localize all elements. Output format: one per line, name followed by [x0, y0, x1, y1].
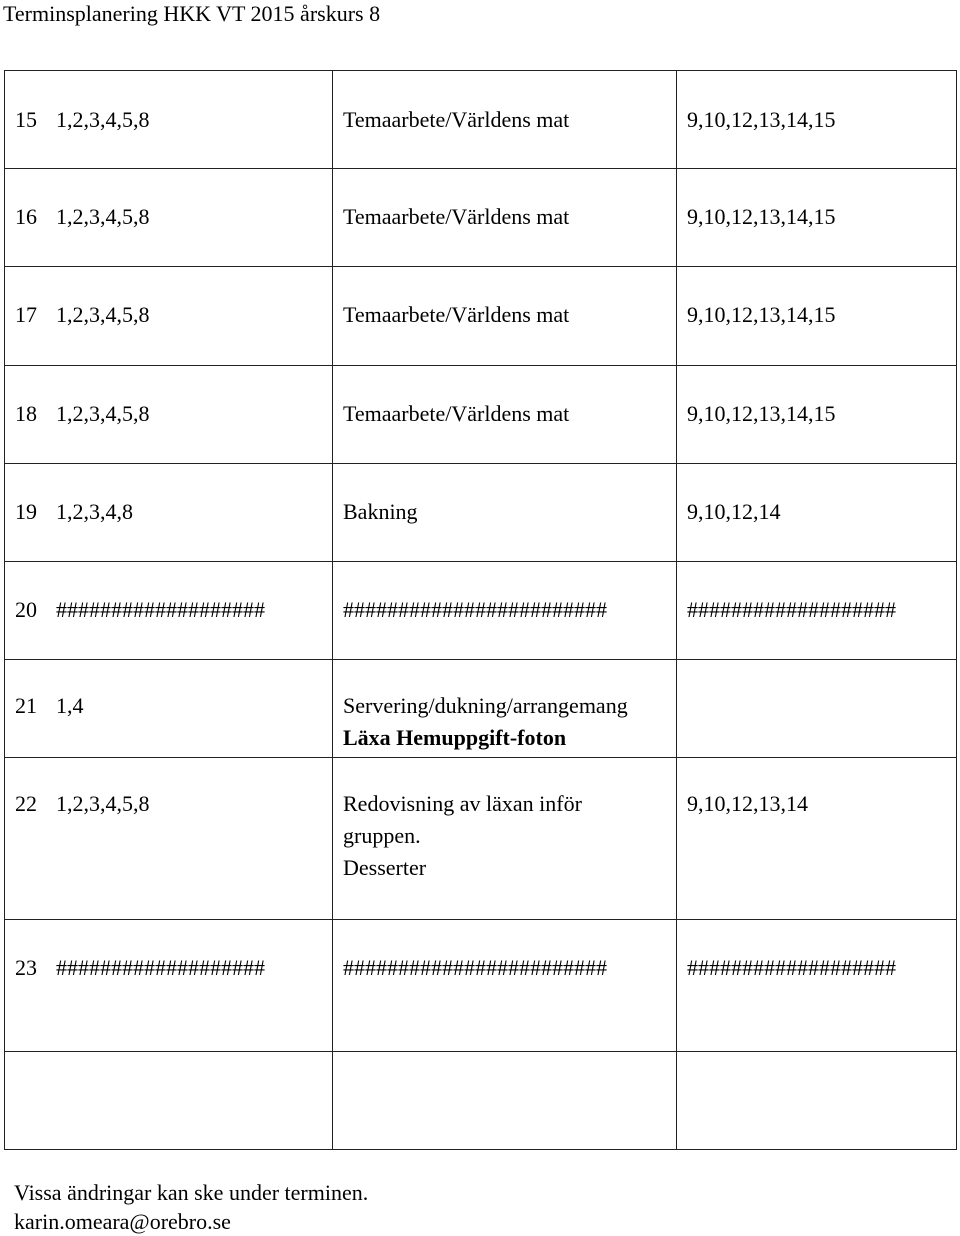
table-row	[5, 366, 957, 464]
topic-cell	[333, 920, 677, 1052]
topic-line: Redovisning av läxan inför	[343, 791, 582, 816]
topic-line: Bakning	[343, 499, 418, 524]
topic-line: gruppen.	[343, 823, 421, 848]
topic-line: Temaarbete/Världens mat	[343, 107, 570, 132]
goals-value: 1,2,3,4,5,8	[56, 204, 150, 229]
criteria-cell	[677, 758, 957, 920]
topic-line: ########################	[343, 955, 607, 980]
criteria-cell	[677, 1052, 957, 1150]
week-goals-cell	[5, 758, 333, 920]
topic-cell	[333, 71, 677, 169]
goals-value: ###################	[56, 597, 265, 622]
planning-table	[4, 70, 957, 1150]
homework-note: Läxa Hemuppgift-foton	[343, 725, 567, 750]
criteria-cell	[677, 267, 957, 366]
table-row	[5, 267, 957, 366]
week-goals-cell	[5, 660, 333, 758]
week-goals-cell	[5, 920, 333, 1052]
goals-value: 1,2,3,4,8	[56, 499, 133, 524]
footer	[14, 1178, 368, 1236]
topic-line: Temaarbete/Världens mat	[343, 204, 570, 229]
goals-value: 1,4	[56, 693, 84, 718]
table-row	[5, 1052, 957, 1150]
topic-line: Servering/dukning/arrangemang	[343, 693, 628, 718]
criteria-value: ###################	[687, 597, 896, 622]
criteria-value: 9,10,12,13,14,15	[687, 401, 836, 426]
topic-cell	[333, 464, 677, 562]
goals-value: 1,2,3,4,5,8	[56, 791, 150, 816]
table-row	[5, 758, 957, 920]
table-row	[5, 562, 957, 660]
table-row	[5, 920, 957, 1052]
week-goals-cell	[5, 267, 333, 366]
criteria-cell	[677, 920, 957, 1052]
table-row	[5, 464, 957, 562]
goals-value: 1,2,3,4,5,8	[56, 401, 150, 426]
footer-note: Vissa ändringar kan ske under terminen.	[14, 1180, 369, 1205]
topic-cell	[333, 366, 677, 464]
week-goals-cell	[5, 464, 333, 562]
week-number: 22	[15, 791, 37, 816]
week-number: 16	[15, 204, 37, 229]
goals-value: 1,2,3,4,5,8	[56, 302, 150, 327]
criteria-value: 9,10,12,13,14,15	[687, 302, 836, 327]
criteria-value: 9,10,12,13,14,15	[687, 204, 836, 229]
document-title: Terminsplanering HKK VT 2015 årskurs 8	[3, 1, 381, 26]
topic-cell	[333, 758, 677, 920]
week-number: 17	[15, 302, 37, 327]
criteria-cell	[677, 366, 957, 464]
week-number: 15	[15, 107, 37, 132]
criteria-value: 9,10,12,14	[687, 499, 781, 524]
week-number: 19	[15, 499, 37, 524]
topic-cell	[333, 1052, 677, 1150]
topic-cell	[333, 660, 677, 758]
week-number: 20	[15, 597, 37, 622]
criteria-cell	[677, 169, 957, 267]
week-goals-cell	[5, 1052, 333, 1150]
goals-value: ###################	[56, 955, 265, 980]
week-number: 21	[15, 693, 37, 718]
contact-email: karin.omeara@orebro.se	[14, 1209, 231, 1234]
table-row	[5, 71, 957, 169]
week-number: 23	[15, 955, 37, 980]
criteria-cell	[677, 464, 957, 562]
week-goals-cell	[5, 366, 333, 464]
goals-value: 1,2,3,4,5,8	[56, 107, 150, 132]
criteria-cell	[677, 71, 957, 169]
week-goals-cell	[5, 71, 333, 169]
criteria-value: ###################	[687, 955, 896, 980]
criteria-value: 9,10,12,13,14	[687, 791, 808, 816]
topic-cell	[333, 267, 677, 366]
week-goals-cell	[5, 169, 333, 267]
table-row	[5, 660, 957, 758]
criteria-value: 9,10,12,13,14,15	[687, 107, 836, 132]
topic-line: ########################	[343, 597, 607, 622]
criteria-cell	[677, 660, 957, 758]
topic-cell	[333, 562, 677, 660]
criteria-cell	[677, 562, 957, 660]
topic-line: Temaarbete/Världens mat	[343, 401, 570, 426]
week-goals-cell	[5, 562, 333, 660]
week-number: 18	[15, 401, 37, 426]
table-row	[5, 169, 957, 267]
topic-line: Desserter	[343, 855, 427, 880]
topic-line: Temaarbete/Världens mat	[343, 302, 570, 327]
topic-cell	[333, 169, 677, 267]
